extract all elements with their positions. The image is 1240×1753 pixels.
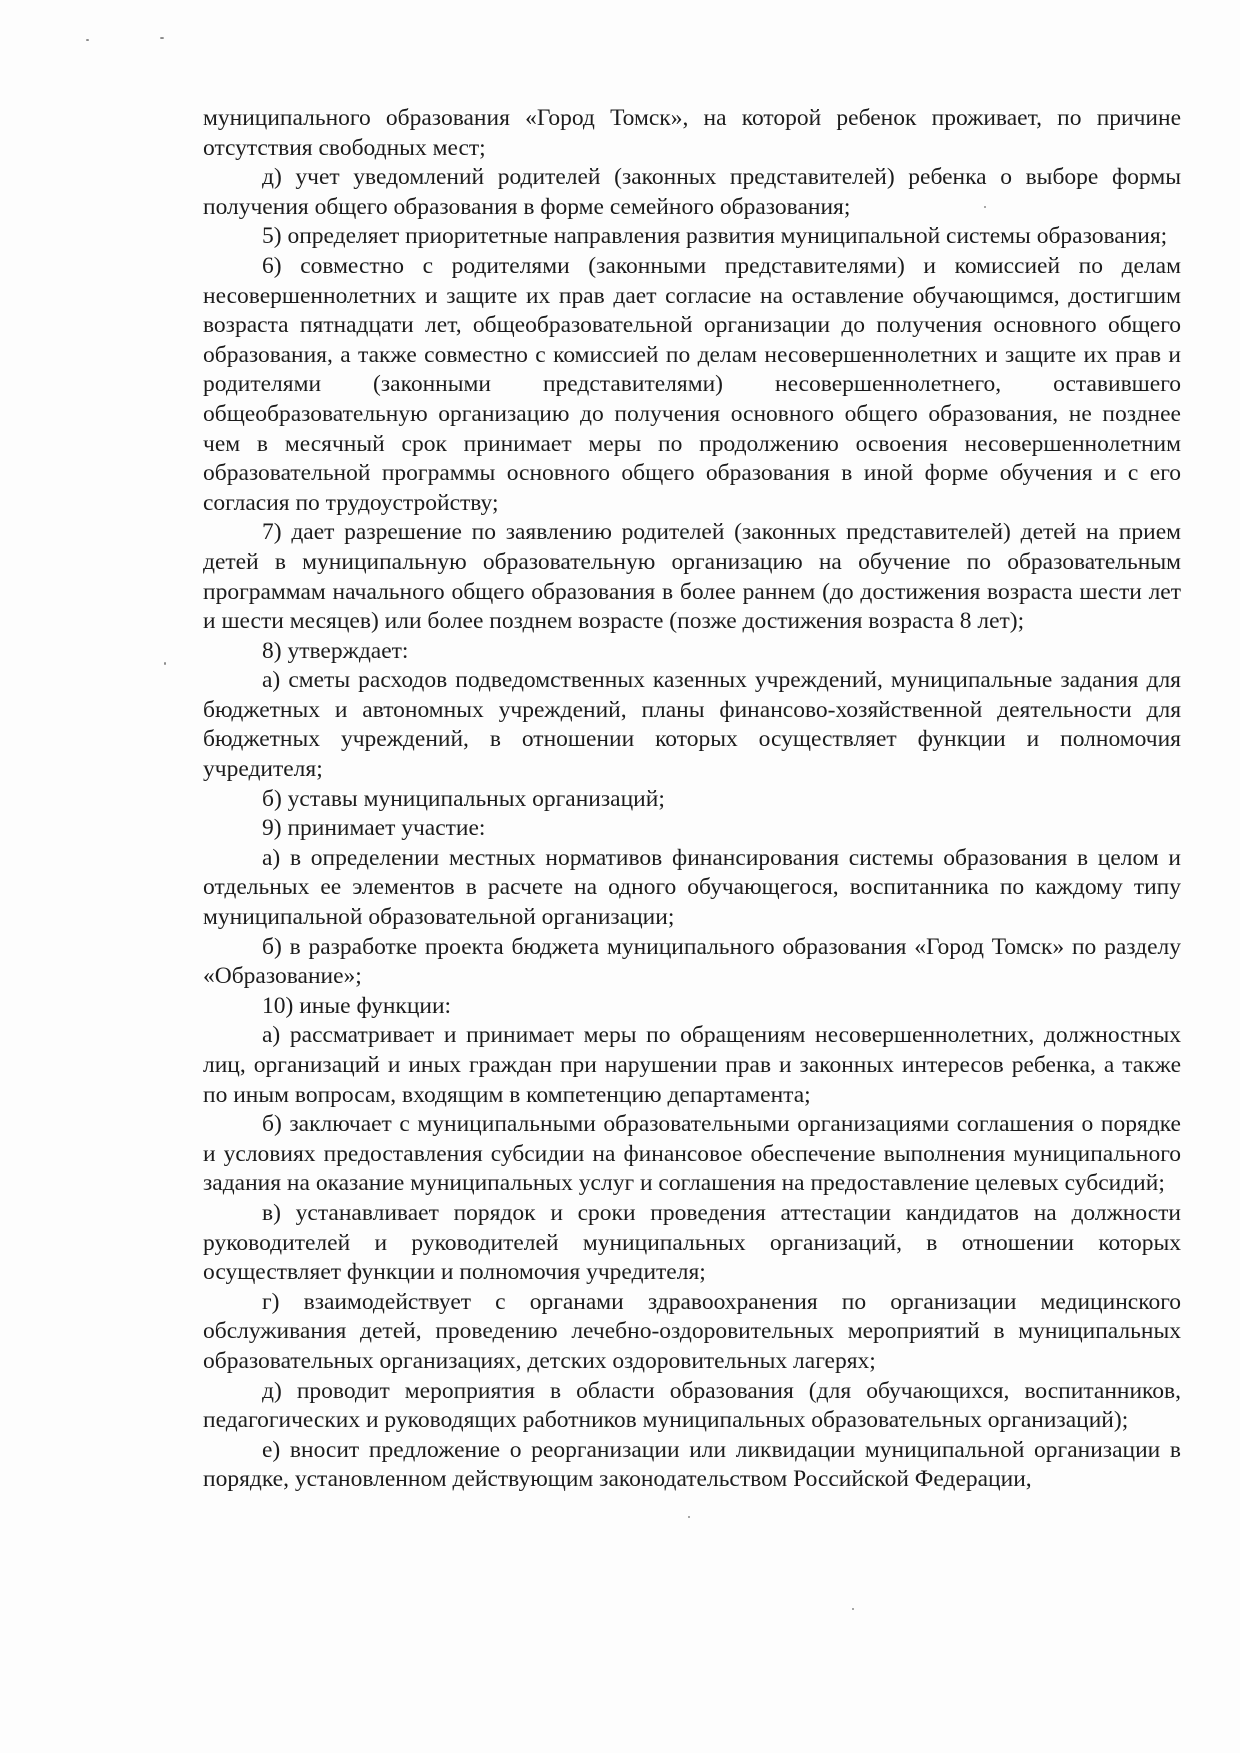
paragraph: 10) иные функции: <box>262 992 452 1019</box>
paragraph: б) в разработке проекта бюджета муниципального образования «Город Томск» по разделу «Образование»; <box>203 933 1181 990</box>
paragraph: 6) совместно с родителями (законными представителями) и комиссией по делам несовершеннолетних и защите их прав дает согласие на оставление обучающимся, достигшим возраста пятнадцати лет, общеобразовательной организации до получения основного общего образования, а также совместно с комиссией по делам несовершеннолетних и защите их прав и родителями (законными представителями) несовершеннолетнего, оставившего общеобразовательную организацию до получения основного общего образования, не позднее чем в месячный срок принимает меры по продолжению освоения несовершеннолетним образовательной программы основного общего образования в иной форме обучения и с его согласия по трудоустройству; <box>203 252 1181 516</box>
scan-speck <box>86 39 89 41</box>
paragraph: 8) утверждает: <box>262 637 409 664</box>
paragraph: 5) определяет приоритетные направления развития муниципальной системы образования; <box>262 223 1168 250</box>
paragraph: б) заключает с муниципальными образовательными организациями соглашения о порядке и условиях предоставления субсидии на финансовое обеспечение выполнения муниципального задания на оказание муниципальных услуг и соглашения на предоставление целевых субсидий; <box>203 1111 1181 1197</box>
scan-speck <box>852 1608 854 1610</box>
paragraph: муниципального образования «Город Томск», на которой ребенок проживает, по причине отсутствия свободных мест; <box>203 105 1181 161</box>
paragraph: 9) принимает участие: <box>262 815 486 842</box>
paragraph: е) вносит предложение о реорганизации или ликвидации муниципальной организации в порядке, установленном действующим законодательством Российской Федерации, <box>203 1436 1181 1493</box>
paragraph: д) проводит мероприятия в области образования (для обучающихся, воспитанников, педагогических и руководящих работников муниципальных образовательных организаций); <box>203 1377 1181 1434</box>
paragraph: г) взаимодействует с органами здравоохранения по организации медицинского обслуживания детей, проведению лечебно-оздоровительных мероприятий в муниципальных образовательных организациях, детских оздоровительных лагерях; <box>203 1288 1181 1374</box>
scan-speck <box>160 37 164 39</box>
scan-speck <box>164 662 166 665</box>
paragraph: а) в определении местных нормативов финансирования системы образования в целом и отдельных ее элементов в расчете на одного обучающегося, воспитанника по каждому типу муниципальной образовательной организации; <box>203 844 1181 931</box>
paragraph: а) рассматривает и принимает меры по обращениям несовершеннолетних, должностных лиц, организаций и иных граждан при нарушении прав и законных интересов ребенка, а также по иным вопросам, входящим в компетенцию департамента; <box>203 1022 1181 1108</box>
document-body <box>203 104 1181 1495</box>
paragraph: а) сметы расходов подведомственных казенных учреждений, муниципальные задания для бюджетных и автономных учреждений, планы финансово-хозяйственной деятельности для бюджетных учреждений, в отношении которых осуществляет функции и полномочия учредителя; <box>203 667 1181 783</box>
paragraph: 7) дает разрешение по заявлению родителей (законных представителей) детей на прием детей в муниципальную образовательную организацию на обучение по образовательным программам начального общего образования в более раннем (до достижения возраста шести лет и шести месяцев) или более позднем возрасте (позже достижения возраста 8 лет); <box>203 519 1181 635</box>
scan-speck <box>688 1516 690 1518</box>
paragraph: б) уставы муниципальных организаций; <box>262 785 665 812</box>
paragraph: д) учет уведомлений родителей (законных представителей) ребенка о выборе формы получения общего образования в форме семейного образования; <box>203 164 1181 220</box>
paragraph: в) устанавливает порядок и сроки проведения аттестации кандидатов на должности руководителей и руководителей муниципальных организаций, в отношении которых осуществляет функции и полномочия учредителя; <box>203 1199 1181 1286</box>
